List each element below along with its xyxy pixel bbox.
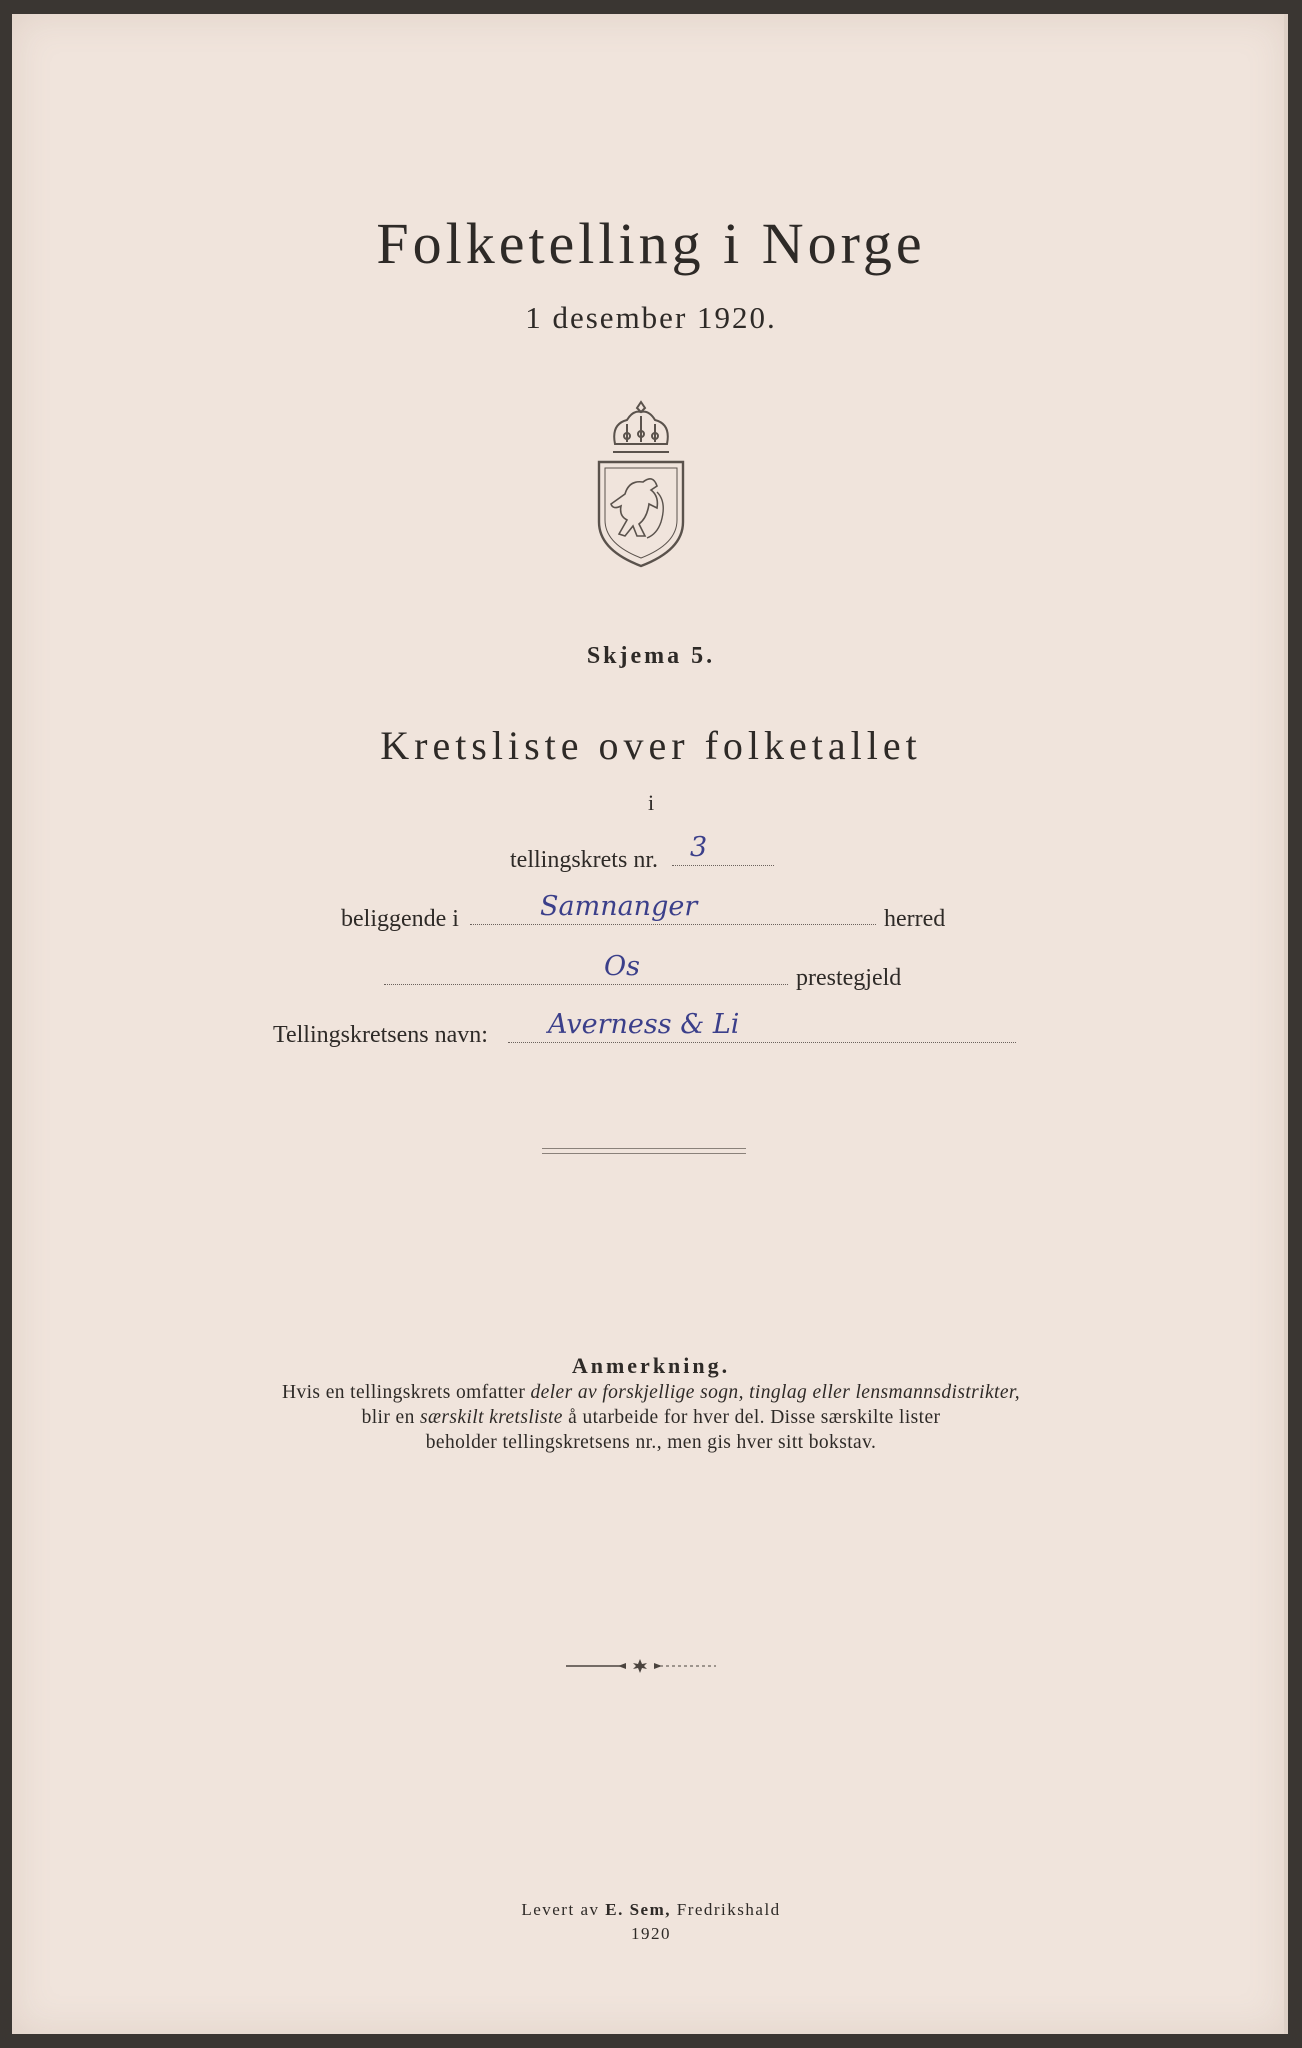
herred-label: herred — [884, 906, 946, 932]
printer-place: Fredrikshald — [670, 1900, 781, 1919]
district-number-label: tellingskrets nr. — [510, 847, 658, 873]
section-divider — [542, 1148, 746, 1154]
note-line-2 — [0, 1405, 1302, 1430]
imprint-year: 1920 — [631, 1924, 671, 1943]
note-line-3: beholder tellingskretsens nr., men gis hver sitt bokstav. — [425, 1432, 877, 1453]
located-in-label: beliggende i — [341, 906, 459, 932]
connector-text: i — [647, 790, 655, 815]
note-line-1-start: Hvis en tellingskrets omfatter — [281, 1382, 531, 1403]
printer-name: E. Sem, — [605, 1900, 671, 1919]
district-number-field[interactable]: 3 — [672, 836, 774, 866]
note-heading: Anmerkning. — [571, 1353, 731, 1378]
census-date: 1 desember 1920. — [525, 300, 777, 335]
note-line-1 — [0, 1380, 1302, 1405]
note-line-1-emphasis: deler av forskjellige sogn, tinglag eller lensmannsdistrikter, — [530, 1382, 1020, 1403]
document-title: Folketelling i Norge — [376, 211, 926, 276]
ornament-divider-icon — [560, 1656, 720, 1676]
note-text — [0, 1380, 1302, 1455]
imprint-line — [0, 1898, 1302, 1922]
note-line-2-start: blir en — [361, 1407, 421, 1428]
coat-of-arms-icon — [591, 396, 691, 576]
note-line-2-emphasis: særskilt kretsliste — [420, 1407, 563, 1428]
schema-number: Skjema 5. — [586, 643, 716, 669]
form-heading: Kretsliste over folketallet — [380, 723, 922, 768]
municipality-field[interactable]: Samnanger — [470, 895, 876, 925]
parish-field[interactable]: Os — [384, 955, 788, 985]
district-name-field[interactable]: Averness & Li — [508, 1013, 1016, 1043]
parish-label: prestegjeld — [796, 965, 902, 991]
note-line-2-end: å utarbeide for hver del. Disse særskilte lister — [562, 1407, 941, 1428]
imprint-prefix: Levert av — [521, 1900, 606, 1919]
printer-imprint — [0, 1898, 1302, 1946]
district-name-label: Tellingskretsens navn: — [273, 1022, 488, 1048]
